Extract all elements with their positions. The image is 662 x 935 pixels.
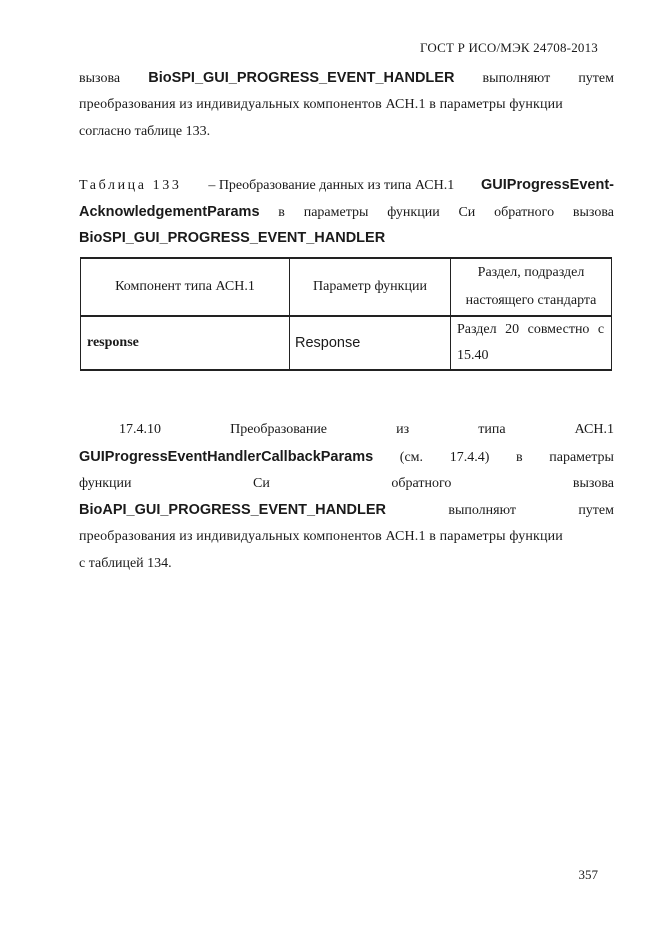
reference: 17.4.4) bbox=[449, 450, 490, 465]
table-label: Таблица 133 bbox=[79, 178, 182, 193]
word: из bbox=[396, 422, 410, 437]
paragraph-2-line-2 bbox=[79, 449, 614, 466]
caption-text: – Преобразование данных из типа АСН.1 bbox=[208, 178, 455, 193]
section-text: Раздел 20 совместно с bbox=[457, 322, 605, 337]
paragraph-2-line-1 bbox=[119, 422, 614, 438]
word: в bbox=[278, 205, 285, 220]
header-cell: Раздел, подраздел настоящего стандарта bbox=[451, 258, 612, 316]
word: функции bbox=[79, 476, 132, 491]
section-line-2: 15.40 bbox=[457, 348, 489, 363]
word: АСН.1 bbox=[574, 422, 614, 437]
word: вызова bbox=[572, 476, 614, 491]
word: Преобразование bbox=[230, 422, 328, 437]
type-name: GUIProgressEvent- bbox=[481, 177, 614, 193]
table-header-row bbox=[81, 258, 612, 316]
paragraph-2-line-4 bbox=[79, 502, 614, 519]
word: параметры bbox=[549, 450, 614, 465]
paragraph-2-line-5: преобразования из индивидуальных компонентов АСН.1 в параметры функции bbox=[79, 529, 563, 544]
component-cell: response bbox=[81, 316, 290, 370]
table-caption-line-3 bbox=[79, 230, 614, 247]
document-header: ГОСТ Р ИСО/МЭК 24708-2013 bbox=[419, 40, 598, 55]
table-caption-line-1 bbox=[79, 177, 614, 194]
word: выполняют bbox=[448, 503, 516, 518]
word: вызова bbox=[79, 71, 121, 86]
word: выполняют bbox=[482, 71, 551, 86]
word: Си bbox=[253, 476, 270, 491]
table-caption-line-2 bbox=[79, 204, 614, 221]
function-name: BioSPI_GUI_PROGRESS_EVENT_HANDLER bbox=[148, 70, 455, 86]
parameter-cell: Response bbox=[290, 316, 451, 370]
paragraph-1-line-2: преобразования из индивидуальных компонентов АСН.1 в параметры функции bbox=[79, 97, 563, 112]
word: путем bbox=[578, 71, 614, 86]
paragraph-2-line-3 bbox=[79, 476, 614, 492]
word: функции bbox=[387, 205, 440, 220]
word: обратного bbox=[391, 476, 452, 491]
section-line-1 bbox=[457, 317, 605, 343]
paragraph-1-line-3: согласно таблице 133. bbox=[79, 124, 211, 139]
word: путем bbox=[578, 503, 614, 518]
table-row bbox=[81, 316, 612, 370]
paragraph-1-line-1 bbox=[79, 70, 614, 87]
paragraph-2-line-6: с таблицей 134. bbox=[79, 556, 172, 571]
word: параметры bbox=[303, 205, 369, 220]
page-number: 357 bbox=[578, 867, 598, 882]
word: типа bbox=[478, 422, 506, 437]
word: Си bbox=[458, 205, 476, 220]
word: (см. bbox=[399, 450, 424, 465]
section-cell bbox=[451, 316, 612, 370]
type-name-cont: AcknowledgementParams bbox=[79, 204, 260, 220]
function-name: BioAPI_GUI_PROGRESS_EVENT_HANDLER bbox=[79, 502, 386, 518]
mapping-table bbox=[80, 257, 612, 371]
word: в bbox=[516, 450, 523, 465]
header-cell: Компонент типа АСН.1 bbox=[81, 258, 290, 316]
type-name: GUIProgressEventHandlerCallbackParams bbox=[79, 449, 374, 465]
function-name: BioSPI_GUI_PROGRESS_EVENT_HANDLER bbox=[79, 230, 386, 246]
clause-number: 17.4.10 bbox=[119, 422, 161, 437]
word: обратного bbox=[494, 205, 555, 220]
word: вызова bbox=[572, 205, 614, 220]
header-cell: Параметр функции bbox=[290, 258, 451, 316]
